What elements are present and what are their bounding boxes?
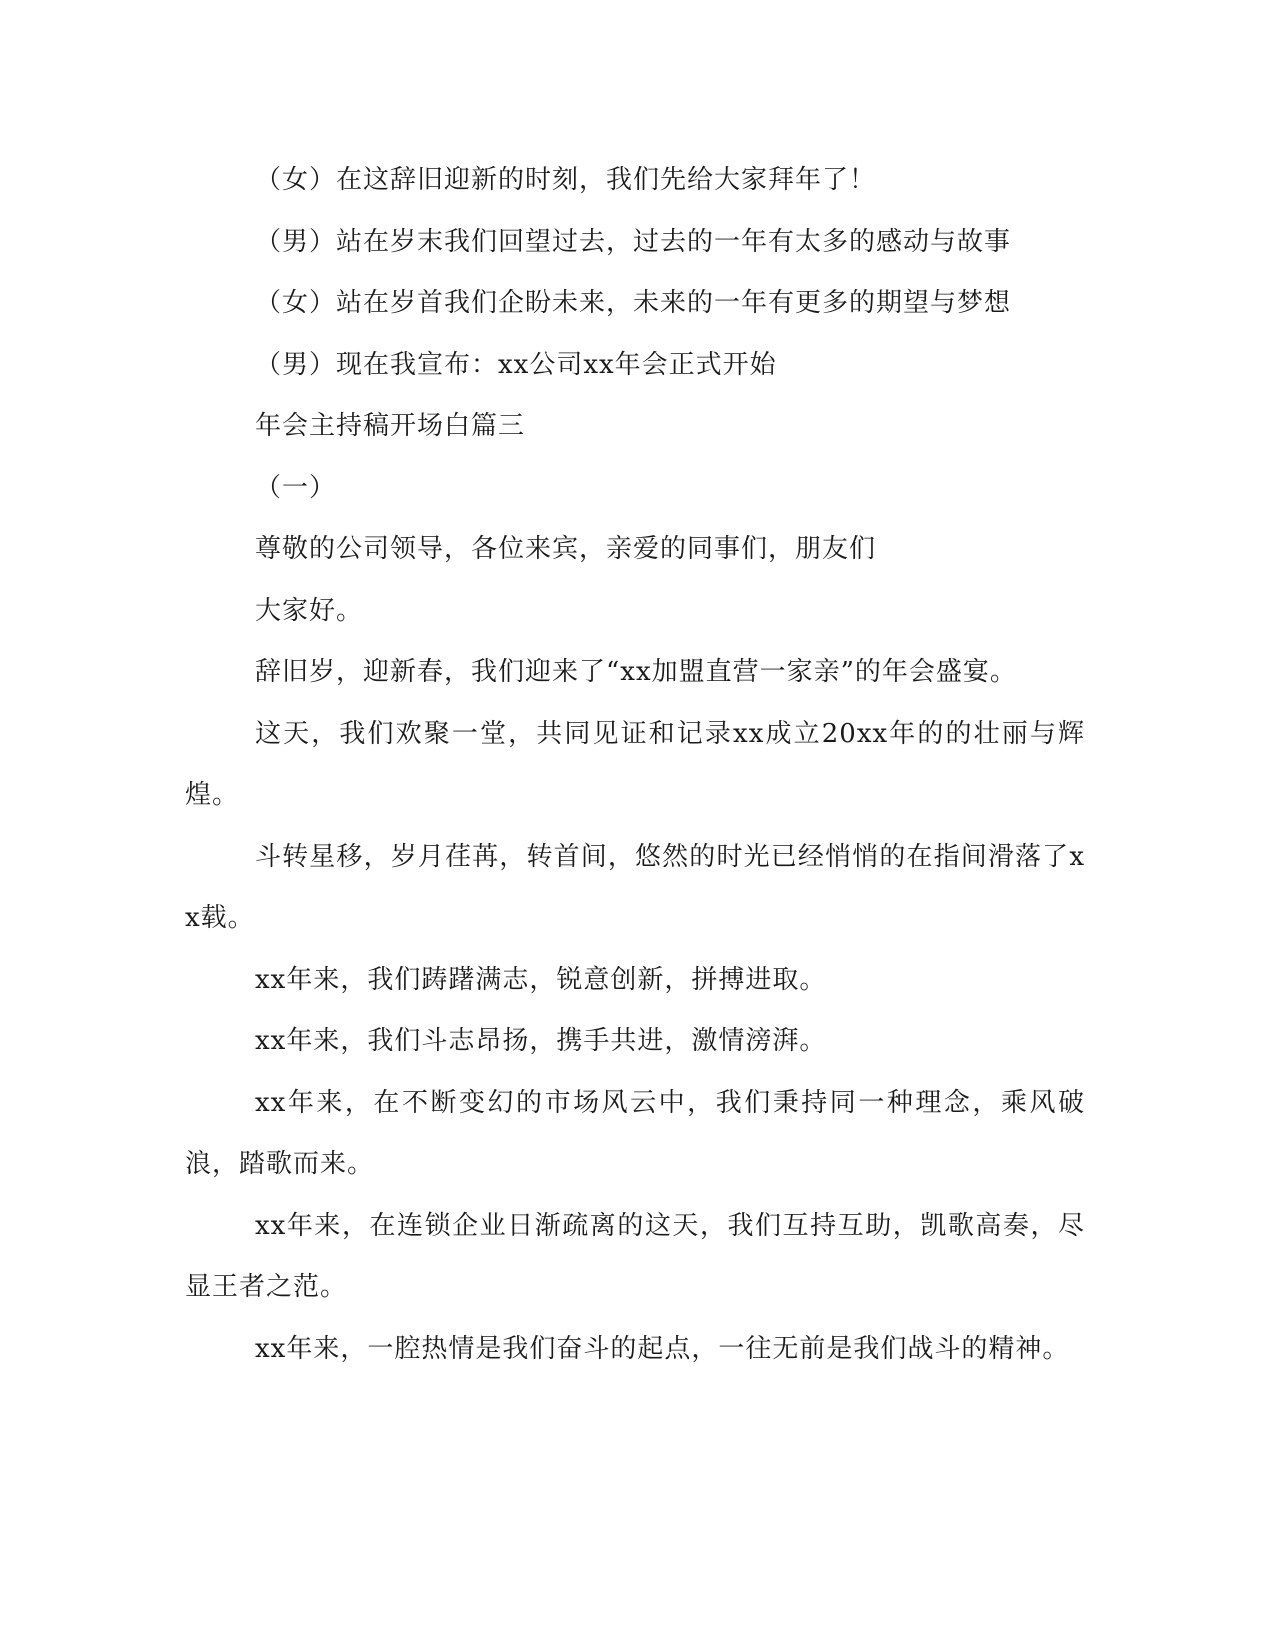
- paragraph-15: xx年来，在连锁企业日渐疏离的这天，我们互持互助，凯歌高奏，尽显王者之范。: [185, 1210, 1085, 1302]
- paragraph-14: xx年来，在不断变幻的市场风云中，我们秉持同一种理念，乘风破浪，踏歌而来。: [185, 1087, 1085, 1179]
- salutation: 尊敬的公司领导，各位来宾，亲爱的同事们，朋友们: [255, 534, 877, 564]
- paragraph-3: （女）站在岁首我们企盼未来，未来的一年有更多的期望与梦想: [255, 288, 1012, 318]
- section-heading: 年会主持稿开场白篇三: [255, 411, 526, 441]
- document-body: [185, 150, 1085, 1380]
- paragraph-9: 辞旧岁，迎新春，我们迎来了“xx加盟直营一家亲”的年会盛宴。: [255, 657, 1017, 687]
- paragraph-16: xx年来，一腔热情是我们奋斗的起点，一往无前是我们战斗的精神。: [255, 1333, 1070, 1364]
- section-number: （一）: [255, 472, 337, 503]
- paragraph-2: （男）站在岁末我们回望过去，过去的一年有太多的感动与故事: [255, 226, 1012, 257]
- paragraph-12: xx年来，我们踌躇满志，锐意创新，拼搏进取。: [255, 964, 827, 995]
- paragraph-11: 斗转星移，岁月荏苒，转首间，悠然的时光已经悄悄的在指间滑落了xx载。: [185, 841, 1085, 933]
- paragraph-1: （女）在这辞旧迎新的时刻，我们先给大家拜年了！: [255, 165, 877, 195]
- paragraph-10: 这天，我们欢聚一堂，共同见证和记录xx成立20xx年的的壮丽与辉煌。: [185, 718, 1085, 810]
- paragraph-4: （男）现在我宣布：xx公司xx年会正式开始: [255, 349, 777, 380]
- greeting: 大家好。: [255, 595, 364, 626]
- paragraph-13: xx年来，我们斗志昂扬，携手共进，激情滂湃。: [255, 1026, 827, 1056]
